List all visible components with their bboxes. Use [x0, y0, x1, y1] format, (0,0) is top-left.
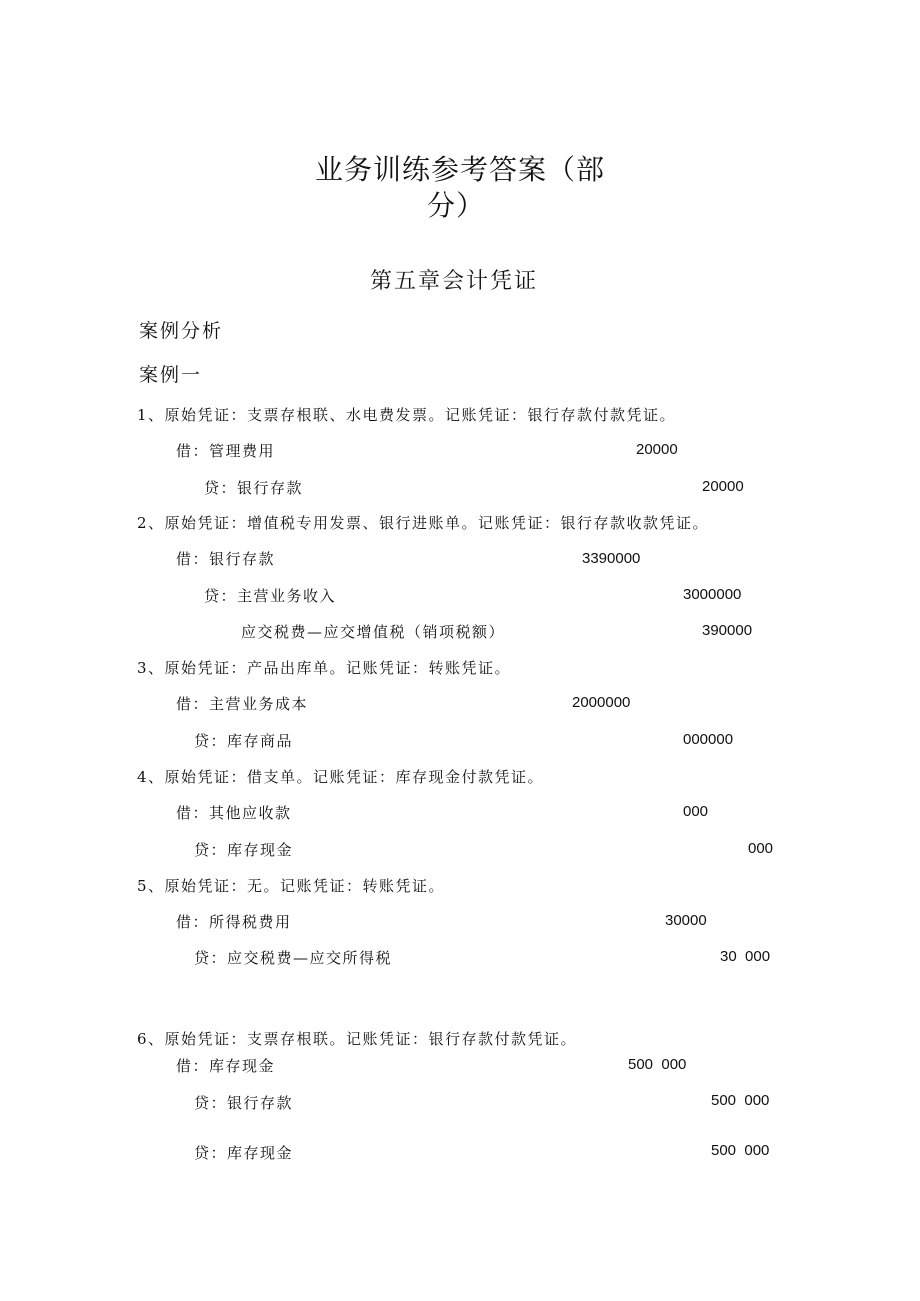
journal-entry-text: 借：库存现金 — [176, 1057, 276, 1075]
journal-entry-amount: 30 000 — [720, 948, 771, 965]
journal-entry-text: 借：银行存款 — [176, 550, 276, 568]
journal-entry-amount: 2000000 — [572, 694, 631, 711]
item-heading: 4、原始凭证：借支单。记账凭证：库存现金付款凭证。 — [137, 768, 545, 786]
journal-entry-text: 贷：库存商品 — [194, 732, 294, 750]
journal-entry-amount: 20000 — [636, 441, 678, 458]
journal-entry-amount: 500 000 — [711, 1092, 770, 1109]
journal-entry-text: 贷：主营业务收入 — [204, 587, 337, 605]
journal-entry-amount: 3390000 — [582, 550, 641, 567]
section-heading: 案例分析 — [139, 320, 224, 342]
journal-entry-text: 借：管理费用 — [176, 442, 276, 460]
journal-entry-amount: 3000000 — [683, 586, 742, 603]
journal-entry-amount: 390000 — [702, 622, 753, 639]
item-heading: 1、原始凭证：支票存根联、水电费发票。记账凭证：银行存款付款凭证。 — [137, 406, 677, 424]
item-heading: 5、原始凭证：无。记账凭证：转账凭证。 — [137, 877, 446, 895]
journal-entry-amount: 30000 — [665, 912, 707, 929]
journal-entry-text: 贷：库存现金 — [194, 841, 294, 859]
journal-entry-amount: 500 000 — [628, 1056, 687, 1073]
journal-entry-amount: 20000 — [702, 478, 744, 495]
document-title-line-1: 业务训练参考答案（部 — [314, 153, 605, 186]
journal-entry-amount: 000 — [748, 840, 774, 857]
journal-entry-amount: 500 000 — [711, 1142, 770, 1159]
chapter-heading: 第五章会计凭证 — [369, 269, 538, 294]
journal-entry-text: 贷：银行存款 — [194, 1094, 294, 1112]
journal-entry-text: 借：其他应收款 — [176, 804, 292, 822]
item-heading: 2、原始凭证：增值税专用发票、银行进账单。记账凭证：银行存款收款凭证。 — [137, 514, 710, 532]
journal-entry-text: 应交税费—应交增值税（销项税额） — [241, 623, 506, 641]
document-title-line-2: 分） — [426, 189, 485, 222]
journal-entry-text: 贷：应交税费—应交所得税 — [194, 949, 393, 967]
case-heading: 案例一 — [139, 364, 203, 386]
journal-entry-text: 借：所得税费用 — [176, 913, 292, 931]
journal-entry-text: 贷：库存现金 — [194, 1144, 294, 1162]
journal-entry-amount: 000000 — [683, 731, 734, 748]
journal-entry-amount: 000 — [683, 803, 709, 820]
journal-entry-text: 贷：银行存款 — [204, 479, 304, 497]
item-heading: 3、原始凭证：产品出库单。记账凭证：转账凭证。 — [137, 659, 512, 677]
item-heading: 6、原始凭证：支票存根联。记账凭证：银行存款付款凭证。 — [137, 1030, 578, 1048]
journal-entry-text: 借：主营业务成本 — [176, 695, 309, 713]
